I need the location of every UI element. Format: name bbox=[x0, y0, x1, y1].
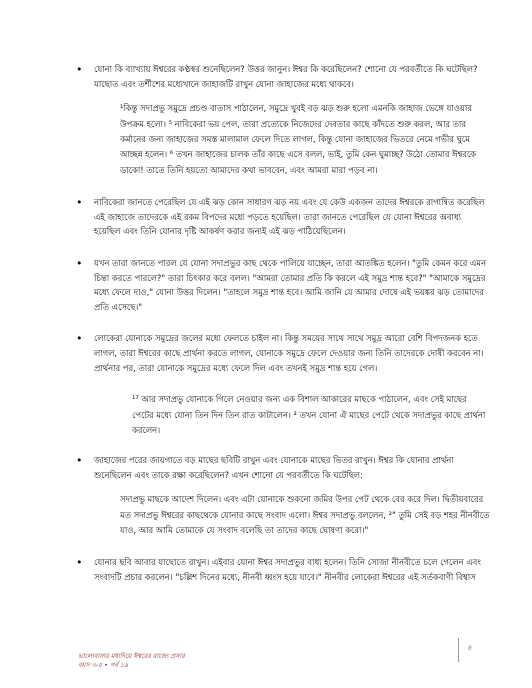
paragraph-5 bbox=[76, 453, 490, 538]
paragraph-text: জাহাজের পরের জায়গাতে বড় মাছের ছবিটি রাখুন এবং যোনাকে মাছের ভিতর রাখুন। ঈশ্বর কি যোনার প্রার্থনা শুনেছিলেন এবং তাকে রক্ষা করেছিলেন? এখন শোনো যে পরবর্তীতে কি ঘটেছিল: bbox=[94, 454, 454, 480]
paragraph-text: নাবিকেরা জানতে পেরেছিল যে এই ঝড় কোন সাধারণ ঝড় নয় এবং যে কেউ একজন তাদের ঈশ্বরকে রাগান্বিত করেছিল এই জাহাজে তাদেরকে এই রকম বিপদের মধ্যে পড়তে হয়েছিল। তারা জানতে পেরেছিল যে যোনা ঈশ্বরের অবাধ্য হয়েছিল এবং তিনি যোনার দৃষ্টি আকর্ষণ করার জন্যই এই ঝড় পাঠিয়েছিলেন। bbox=[94, 197, 485, 237]
scripture-quote-indented bbox=[132, 392, 490, 439]
paragraph-2 bbox=[76, 195, 490, 239]
page-footer bbox=[78, 652, 185, 670]
scripture-quote bbox=[120, 492, 490, 538]
paragraph-3 bbox=[76, 256, 490, 314]
scripture-quote bbox=[120, 101, 490, 178]
paragraph-1 bbox=[76, 62, 490, 178]
footer-series-title: ভালোবাসার মধ্যদিয়ে ঈশ্বরের রাজ্যে প্রসার bbox=[78, 652, 185, 660]
paragraph-text: যোনা কি ব্যাখ্যায় ঈশ্বরের কণ্ঠস্বর শুনেছিলেন? উত্তর জানুন। ঈশ্বর কি করেছিলেন? শোনো যে পরবর্তীতে কি ঘটেছিল? যাছোত এবং তর্শীশের মধ্যেখানে জাহাজটি রাখুন যোনা জাহাজের মধ্যে থাকবে। bbox=[94, 64, 478, 89]
paragraph-text: যোনার ছবি আবার যাছোতে রাখুন। এইবার যোনা ঈশ্বর সদাপ্রভুর বাধ্য হলেন। তিনি সোজা নীনবীতে চলে গেলেন এবং সংবাদটি প্রচার করলেন। "চল্লিশ দিনের মধ্যে, নীনবী ধ্বংস হয়ে যাবে।" নীনবীর লোকেরা ঈশ্বরের এই সর্তকবাণী বিশ্বাস bbox=[94, 557, 481, 582]
quote-text: ¹কিন্তু সদাপ্রভু সমুদ্রে প্রচণ্ড বাতাস পাঠালেন, সমুদ্রে খুবই বড় ঝড় শুরু হলো এমনকি জাহাজ ভেঙ্গে যাওয়ার উপক্রম হলো। ⁵ নাবিকেরা ভয় পেল, তারা প্রত্যেকে নিজেদের দেবতার কাছে কাঁদতে শুরু করল, আর তার কর্মানের জন্য জাহাজের সমস্ত মালামাল ফেলে দিতে লাগল, কিন্তু যোনা জাহাজের ভিতরে নেমে গভীর ঘুমে আচ্ছন্ন হলেন। ⁶ তখন জাহাজের চালক তাঁর কাছে এসে বলল, ভাই, তুমি কেন ঘুমাচ্ছ? উঠো তোমার ঈশ্বরকে ডাকো! তাতে তিনি হয়তো আমাদের কথা ভাববেন, এবং আমরা মারা পড়ব না। bbox=[120, 103, 477, 175]
lesson-content bbox=[76, 62, 490, 602]
quote-text: সদাপ্রভু মাছকে আদেশ দিলেন। এবং এটা যোনাকে শুকনো জমির উপর পেট থেকে বের করে দিল। দ্বিতীয়বারের মত সদাপ্রভু ঈশ্বরের কাছথেকে যোনার কাছে সংবাদ এলো। ঈশ্বর সদাপ্রভু বললেন, ²" তুমি সেই বড় শহর নীনবীতে যাও, আর আমি তোমাকে যে সংবাদ বলেছি তা তাদের কাছে ঘোষণা করো।" bbox=[120, 494, 490, 535]
bullet-icon: • bbox=[76, 556, 83, 570]
paragraph-6 bbox=[76, 555, 490, 584]
paragraph-text: লোকেরা যোনাকে সমুদ্রের জলের মধ্যে ফেলতে চাইল না। কিন্তু সময়ের সাথে সাথে সমুদ্র আরো বেশি বিপদজনক হতে লাগল, তারা ঈশ্বরের কাছে প্রার্থনা করতে লাগল, যোনাকে সমুদ্রে ফেলে দেওয়ার জন্য তিনি তাদেরকে দোষী করবেন না। প্রার্থনার পর, তারা যোনাকে সমুদ্রের মধ্যে ফেলে দিল এবং তখনই সমুদ্র শান্ত হয়ে গেল। bbox=[94, 333, 484, 373]
page-number: ৪ bbox=[467, 644, 472, 652]
bullet-icon: • bbox=[76, 453, 83, 467]
bullet-icon: • bbox=[76, 196, 83, 210]
bullet-icon: • bbox=[76, 257, 83, 270]
bullet-icon: • bbox=[76, 63, 83, 76]
footer-lesson-info: বয়স ৩-৫ • পর্ব ১৯ bbox=[78, 661, 129, 669]
paragraph-4 bbox=[76, 331, 490, 375]
quote-text: ¹⁷ আর সদাপ্রভু যোনাকে গিলে নেওয়ার জন্য এক বিশাল আকারের মাছকে পাঠালেন, এবং সেই মাছের পেটের মধ্যে যোনা তিন দিন তিন রাত কাটালেন। ² তখন যোনা ঐ মাছের পেটে থেকে সদাপ্রভুর কাছে প্রার্থনা করলেন। bbox=[132, 394, 486, 436]
paragraph-text: যখন তারা জানতে পারল যে যোনা সদাপ্রভুর কাছ থেকে পালিয়ে যাচ্ছেন, তারা আতঙ্কিত হলেন। "তুমি কেমন করে এমন চিন্তা করতে পারলে?" তারা চিৎকার করে বলল। "আমরা তোমার প্রতি কি করলে এই সমুদ্র শান্ত হবে?" "আমাকে সমুদ্রের মধ্যে ফেলে দাও," যোনা উত্তর দিলেন। "তাহলে সমুদ্র শান্ত হবে। আমি জানি যে আমার দোষে এই ভয়ঙ্কর ঝড় তোমাদের প্রতি এসেছে।" bbox=[94, 258, 486, 312]
bullet-icon: • bbox=[76, 332, 83, 346]
footer-divider bbox=[458, 638, 459, 662]
